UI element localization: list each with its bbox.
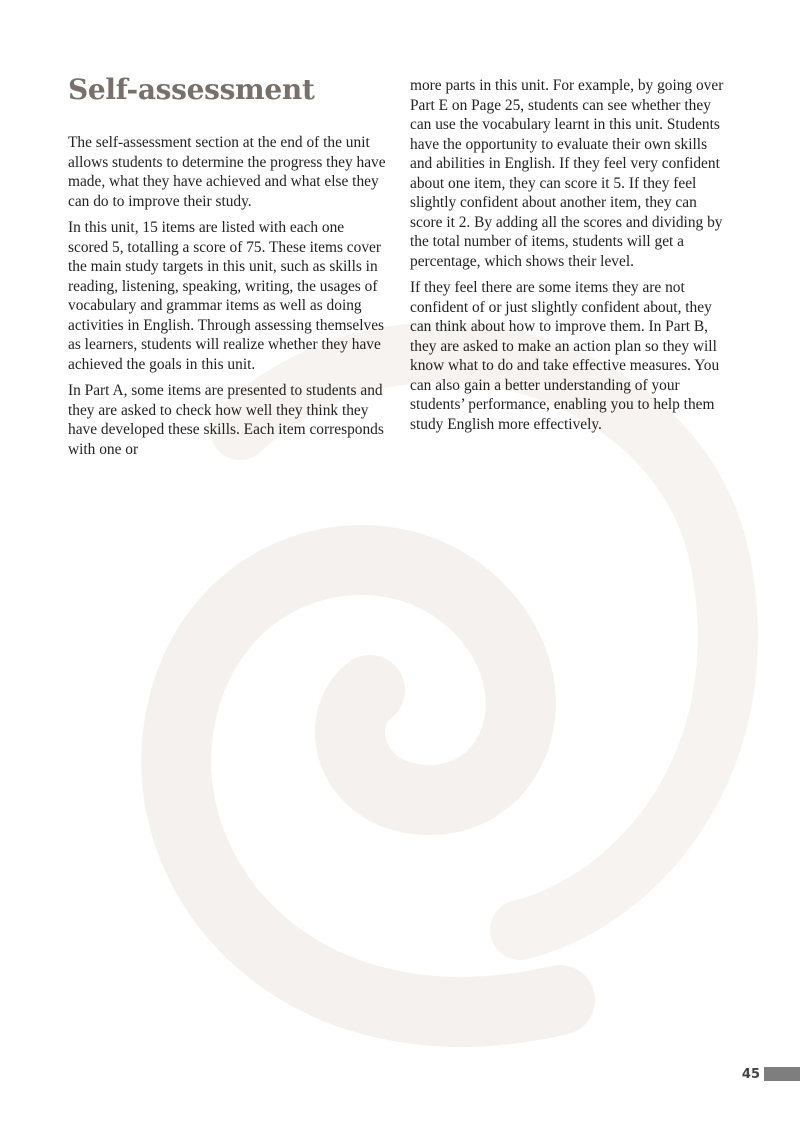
left-column [68,72,386,466]
page-number: 45 [741,1066,760,1082]
page-number-bar [764,1067,800,1081]
page-title: Self-assessment [68,73,315,106]
page-footer [742,1066,800,1082]
paragraph-items: In this unit, 15 items are listed with each one scored 5, totalling a score of 75. These items cover the main study targets in this unit, such as skills in reading, listening, speaking, writing, the usages of vocabulary and grammar items as well as doing activities in English. Through assessing themselves as learners, students will realize whether they have achieved the goals in this unit. [68,219,385,373]
paragraph-part-a: In Part A, some items are presented to students and they are asked to check how well they think they have developed these skills. Each item corresponds with one or [68,382,384,458]
paragraph-part-a-continued: more parts in this unit. For example, by going over Part E on Page 25, students can see whether they can use the vocabulary learnt in this unit. Students have the opportunity to evaluate their own skills and abilities in English. If they feel very confident about one item, they can score it 5. If they feel slightly confident about another item, they can score it 2. By adding all the scores and dividing by the total number of items, students will get a percentage, which shows their level. [410,77,724,270]
paragraph-intro: The self-assessment section at the end of the unit allows students to determine the progress they have made, what they have achieved and what else they can do to improve their study. [68,134,386,210]
right-column [410,76,728,441]
paragraph-part-b: If they feel there are some items they are not confident of or just slightly confident about, they can think about how to improve them. In Part B, they are asked to make an action plan so they will know what to do and take effective measures. You can also gain a better understanding of your students’ performance, enabling you to help them study English more effectively. [410,279,720,433]
